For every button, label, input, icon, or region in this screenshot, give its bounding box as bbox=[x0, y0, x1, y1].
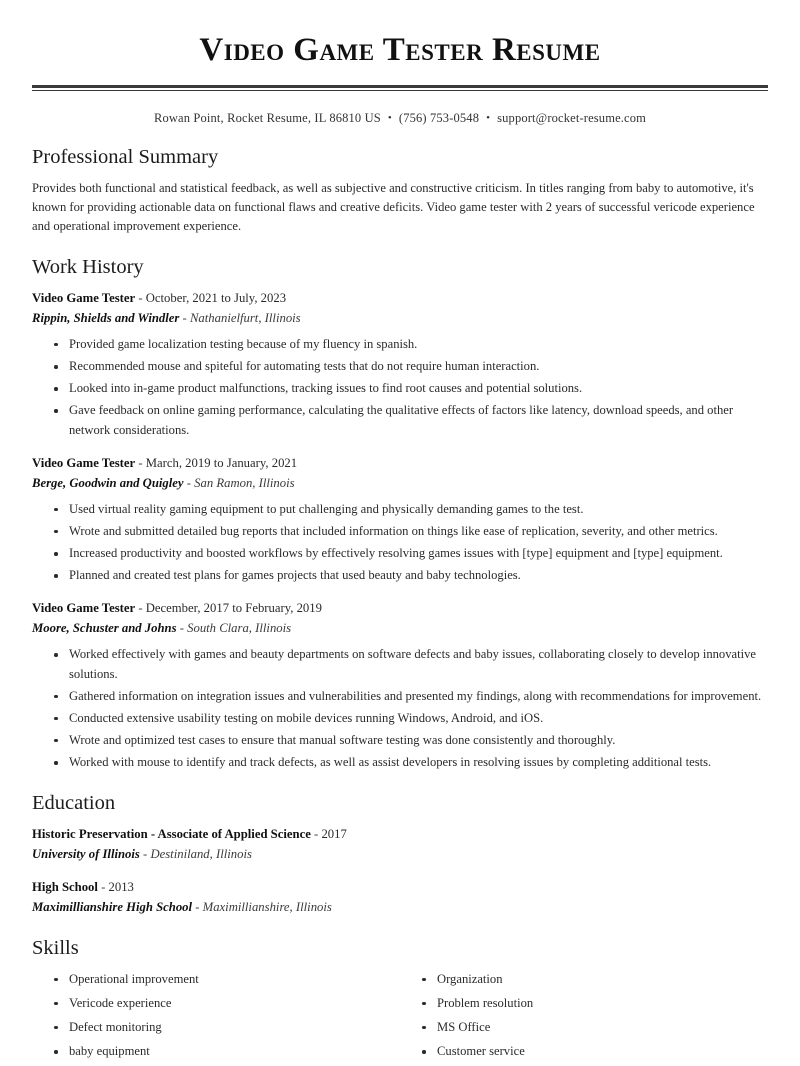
role-date-dash: - bbox=[135, 601, 146, 616]
skill-item: Operational improvement bbox=[52, 970, 400, 989]
education-year: 2013 bbox=[108, 879, 134, 894]
skills-list-right bbox=[400, 970, 768, 1062]
bullet-item: Gathered information on integration issues and vulnerabilities and presented my findings, along with recommendations for improvement. bbox=[52, 687, 768, 706]
skill-item: Customer service bbox=[420, 1042, 768, 1061]
bullet-list bbox=[32, 335, 768, 440]
skill-item: Problem resolution bbox=[420, 994, 768, 1013]
education-degree-line bbox=[32, 825, 768, 844]
school-location-dash: - bbox=[192, 899, 203, 914]
school-location-dash: - bbox=[139, 846, 151, 861]
contact-separator-2: • bbox=[486, 112, 491, 125]
education-entry-list bbox=[32, 825, 768, 917]
degree-year-dash: - bbox=[97, 879, 109, 894]
education-school-line bbox=[32, 898, 768, 917]
bullet-item: Increased productivity and boosted workflows by effectively resolving games issues with [type] equipment and [type] equipment. bbox=[52, 544, 768, 563]
education-year: 2017 bbox=[321, 826, 347, 841]
work-entry bbox=[32, 454, 768, 586]
work-entry-role-line bbox=[32, 599, 768, 618]
bullet-item: Worked effectively with games and beauty departments on software defects and baby issues, collaborating closely to develop innovative solutions. bbox=[52, 645, 768, 683]
bullet-list bbox=[32, 645, 768, 772]
role-date-dash: - bbox=[135, 455, 146, 470]
bullet-item: Used virtual reality gaming equipment to put challenging and physically demanding games to the test. bbox=[52, 500, 768, 519]
work-entry-list bbox=[32, 289, 768, 772]
work-entry-role-line bbox=[32, 454, 768, 473]
education-school: Maximillianshire High School bbox=[32, 899, 193, 914]
education-degree: Historic Preservation - Associate of Applied Science bbox=[32, 826, 311, 841]
skill-item: Defect monitoring bbox=[52, 1018, 400, 1037]
company-location-dash: - bbox=[176, 621, 188, 636]
summary-text: Provides both functional and statistical feedback, as well as subjective and constructive criticism. In titles ranging from baby to automotive, it's known for providing actionable data on functional flaws and creative deficits. Video game tester with 2 years of successful vericode experience and operational improvement experience. bbox=[32, 180, 755, 234]
skills-list-left bbox=[32, 970, 400, 1062]
work-entry-location: San Ramon, Illinois bbox=[194, 475, 295, 490]
education-entry bbox=[32, 825, 768, 864]
role-date-dash: - bbox=[135, 290, 146, 305]
work-entry-company: Rippin, Shields and Windler bbox=[32, 310, 180, 325]
education-location: Destiniland, Illinois bbox=[150, 846, 252, 861]
bullet-item: Gave feedback on online gaming performance, calculating the qualitative effects of factors like latency, download speeds, and other network considerations. bbox=[52, 401, 768, 439]
education-school: University of Illinois bbox=[32, 846, 140, 861]
skills-column-right bbox=[400, 970, 768, 1066]
contact-address: Rowan Point, Rocket Resume, IL 86810 US bbox=[153, 111, 381, 126]
bullet-item: Wrote and submitted detailed bug reports that included information on things like ease of replication, severity, and other metrics. bbox=[52, 522, 768, 541]
header-divider bbox=[32, 85, 768, 91]
degree-year-dash: - bbox=[310, 826, 322, 841]
work-entry-role-line bbox=[32, 289, 768, 308]
company-location-dash: - bbox=[183, 475, 195, 490]
bullet-item: Conducted extensive usability testing on mobile devices running Windows, Android, and iOS. bbox=[52, 709, 768, 728]
education-degree-line bbox=[32, 878, 768, 897]
bullet-item: Wrote and optimized test cases to ensure that manual software testing was done consistently and thoroughly. bbox=[52, 731, 768, 750]
education-entry bbox=[32, 878, 768, 917]
work-entry-role: Video Game Tester bbox=[32, 455, 136, 470]
bullet-item: Worked with mouse to identify and track defects, as well as assist developers in resolving issues by completing additional tests. bbox=[52, 753, 768, 772]
contact-separator-1: • bbox=[387, 112, 392, 125]
section-skills bbox=[32, 936, 768, 1066]
work-entry-dates: March, 2019 to January, 2021 bbox=[145, 455, 298, 470]
skills-columns bbox=[32, 970, 768, 1066]
education-school-line bbox=[32, 845, 768, 864]
work-entry-company-line bbox=[32, 474, 768, 493]
page-title: Video Game Tester Resume bbox=[199, 32, 601, 68]
section-heading-skills: Skills bbox=[32, 937, 79, 960]
contact-phone: (756) 753-0548 bbox=[398, 111, 480, 126]
section-heading-education: Education bbox=[32, 792, 116, 815]
education-location: Maximillianshire, Illinois bbox=[202, 899, 332, 914]
contact-email: support@rocket-resume.com bbox=[497, 111, 647, 126]
section-heading-work-history: Work History bbox=[32, 256, 144, 279]
bullet-item: Looked into in-game product malfunctions, tracking issues to find root causes and potential solutions. bbox=[52, 379, 768, 398]
work-entry-location: South Clara, Illinois bbox=[187, 621, 292, 636]
skills-column-left bbox=[32, 970, 400, 1066]
work-entry-role: Video Game Tester bbox=[32, 290, 136, 305]
section-education bbox=[32, 791, 768, 917]
work-entry-company: Moore, Schuster and Johns bbox=[32, 621, 177, 636]
company-location-dash: - bbox=[179, 310, 190, 325]
education-degree: High School bbox=[32, 879, 98, 894]
skill-item: MS Office bbox=[420, 1018, 768, 1037]
skill-item: baby equipment bbox=[52, 1042, 400, 1061]
work-entry-location: Nathanielfurt, Illinois bbox=[189, 310, 301, 325]
work-entry-dates: October, 2021 to July, 2023 bbox=[145, 290, 287, 305]
contact-line bbox=[32, 111, 768, 126]
bullet-item: Planned and created test plans for games projects that used beauty and baby technologies. bbox=[52, 566, 768, 585]
skill-item: Organization bbox=[420, 970, 768, 989]
work-entry-company-line bbox=[32, 309, 768, 328]
work-entry bbox=[32, 289, 768, 440]
section-professional-summary bbox=[32, 145, 768, 236]
section-heading-summary: Professional Summary bbox=[32, 146, 219, 169]
work-entry-company: Berge, Goodwin and Quigley bbox=[32, 475, 184, 490]
work-entry-company-line bbox=[32, 619, 768, 638]
bullet-item: Provided game localization testing because of my fluency in spanish. bbox=[52, 335, 768, 354]
work-entry bbox=[32, 599, 768, 772]
bullet-item: Recommended mouse and spiteful for automating tests that do not require human interaction. bbox=[52, 357, 768, 376]
work-entry-role: Video Game Tester bbox=[32, 601, 136, 616]
skill-item: Vericode experience bbox=[52, 994, 400, 1013]
section-work-history bbox=[32, 255, 768, 772]
bullet-list bbox=[32, 500, 768, 586]
work-entry-dates: December, 2017 to February, 2019 bbox=[145, 601, 322, 616]
